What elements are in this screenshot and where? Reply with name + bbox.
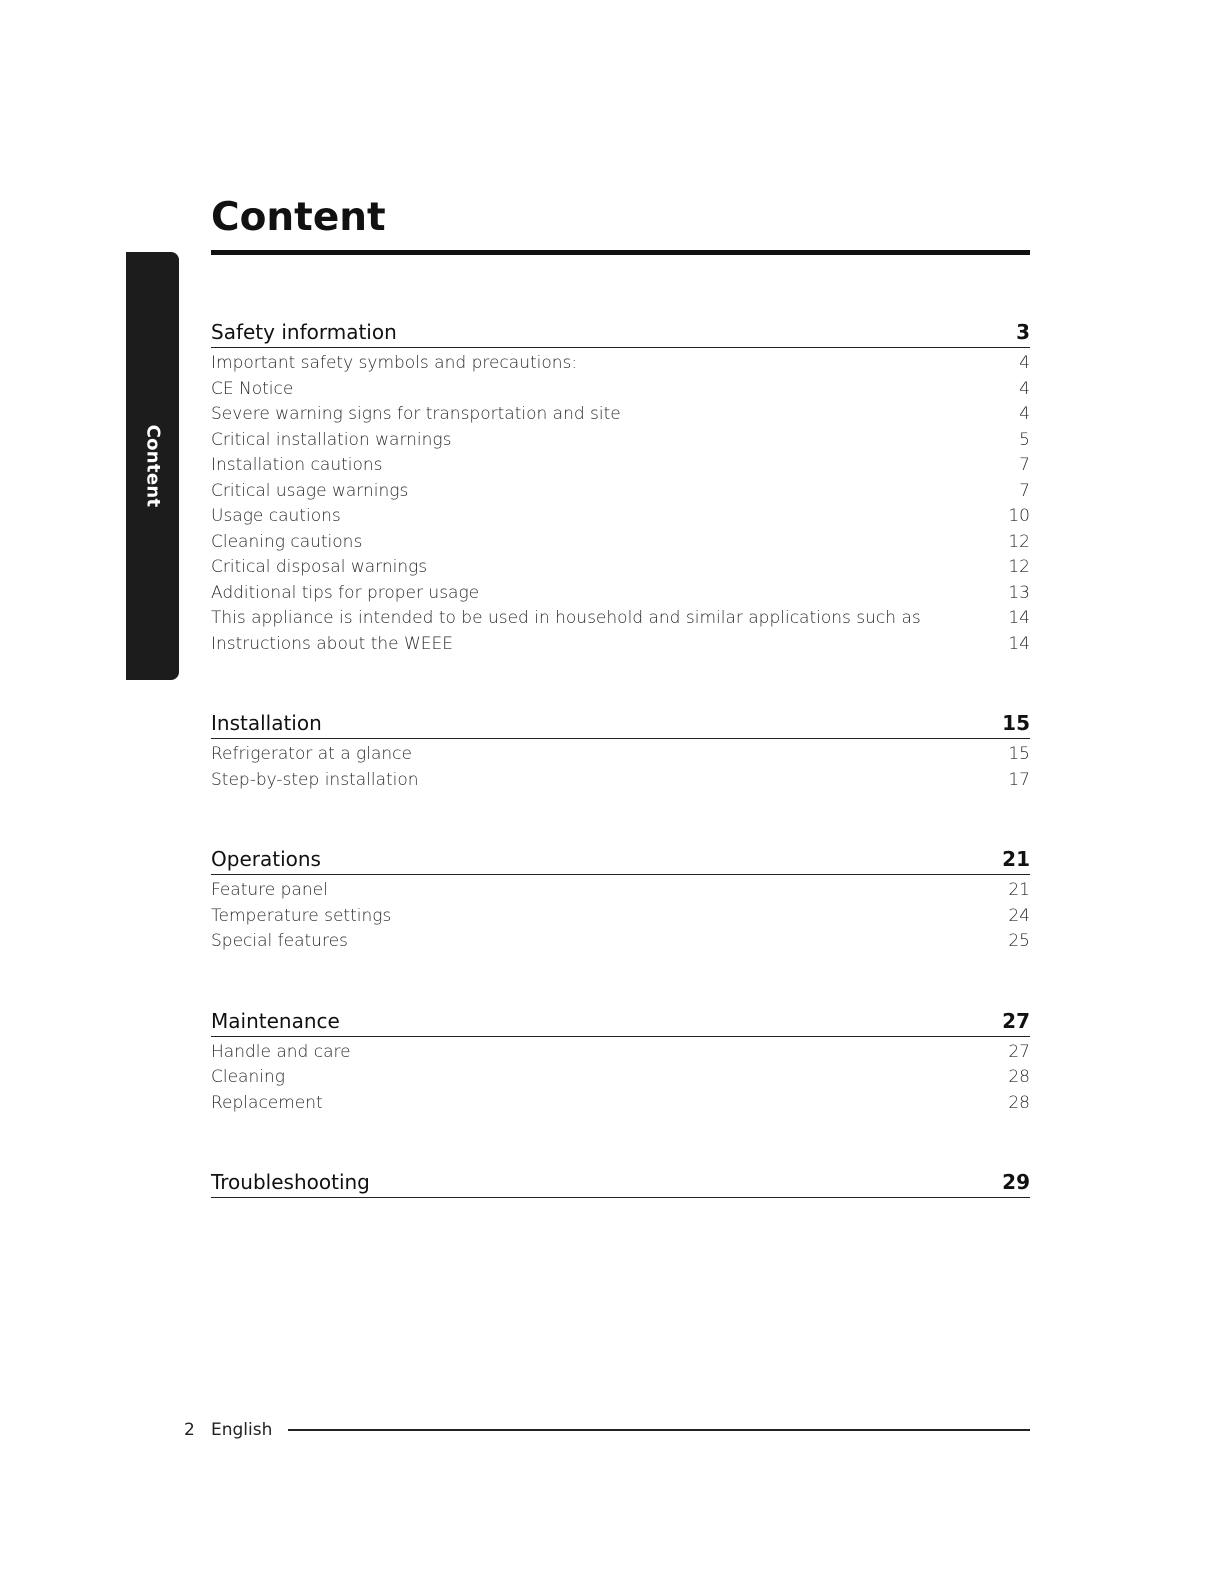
toc-entry[interactable] (211, 428, 1030, 454)
toc-entry[interactable] (211, 878, 1030, 904)
toc-entry-page: 7 (1019, 480, 1030, 501)
toc-entry-label: Temperature settings (211, 905, 392, 926)
toc-entry[interactable] (211, 929, 1030, 955)
toc-entry-page: 4 (1019, 404, 1030, 424)
toc-section-title: Installation (211, 711, 322, 735)
toc-section (211, 705, 1030, 793)
toc-entry-label: Installation cautions (211, 455, 383, 475)
toc-entry-label: CE Notice (211, 378, 294, 399)
toc-entry[interactable] (211, 1040, 1030, 1066)
toc-section (211, 841, 1030, 955)
table-of-contents (211, 314, 1030, 1246)
toc-entry-list (211, 739, 1030, 793)
toc-entry-label: Critical installation warnings (211, 429, 452, 450)
toc-entry-label: Instructions about the WEEE (211, 633, 454, 654)
toc-entry[interactable] (211, 581, 1030, 607)
toc-entry[interactable] (211, 351, 1030, 377)
toc-section-heading[interactable] (211, 705, 1030, 739)
toc-section-heading[interactable] (211, 314, 1030, 348)
toc-entry-list (211, 1037, 1030, 1117)
side-tab (126, 252, 179, 680)
toc-section-title: Maintenance (211, 1008, 340, 1033)
toc-entry-page: 4 (1019, 378, 1030, 399)
toc-entry-list (211, 875, 1030, 955)
toc-entry[interactable] (211, 504, 1030, 530)
toc-entry-label: This appliance is intended to be used in household and similar applications such as (211, 608, 921, 628)
toc-entry[interactable] (211, 1065, 1030, 1091)
toc-entry[interactable] (211, 1091, 1030, 1117)
toc-section-title: Safety information (211, 320, 397, 344)
toc-entry[interactable] (211, 768, 1030, 794)
toc-section (211, 1003, 1030, 1117)
toc-entry-page: 7 (1019, 455, 1030, 475)
toc-entry[interactable] (211, 904, 1030, 930)
toc-entry[interactable] (211, 402, 1030, 428)
toc-section (211, 314, 1030, 657)
toc-entry[interactable] (211, 377, 1030, 403)
toc-entry-page: 15 (1008, 744, 1030, 764)
toc-entry[interactable] (211, 555, 1030, 581)
toc-section-page: 29 (1002, 1170, 1030, 1194)
toc-section-page: 3 (1016, 320, 1030, 344)
toc-entry-label: Replacement (211, 1092, 323, 1113)
toc-entry[interactable] (211, 530, 1030, 556)
toc-entry-label: Usage cautions (211, 506, 341, 526)
toc-entry-page: 12 (1008, 531, 1030, 552)
toc-entry[interactable] (211, 742, 1030, 768)
toc-section (211, 1164, 1030, 1198)
toc-entry-page: 13 (1008, 582, 1030, 603)
page-footer (184, 1418, 1030, 1442)
toc-section-page: 27 (1002, 1008, 1030, 1033)
toc-entry-page: 25 (1008, 931, 1030, 951)
toc-entry-page: 4 (1019, 353, 1030, 373)
toc-entry-label: Cleaning cautions (211, 531, 363, 552)
toc-entry-page: 27 (1008, 1041, 1030, 1062)
toc-entry-page: 28 (1008, 1092, 1030, 1113)
toc-entry-label: Refrigerator at a glance (211, 744, 412, 764)
toc-entry-label: Special features (211, 931, 348, 951)
toc-entry-page: 24 (1008, 905, 1030, 926)
toc-section-heading[interactable] (211, 841, 1030, 875)
toc-entry-page: 14 (1008, 608, 1030, 628)
toc-entry-label: Critical disposal warnings (211, 557, 428, 577)
toc-entry-page: 5 (1019, 429, 1030, 450)
toc-entry-page: 17 (1008, 769, 1030, 790)
toc-entry-list (211, 348, 1030, 657)
toc-entry-page: 12 (1008, 557, 1030, 577)
footer-rule (288, 1429, 1030, 1431)
toc-section-title: Troubleshooting (211, 1170, 370, 1194)
toc-section-page: 15 (1002, 711, 1030, 735)
toc-entry-label: Important safety symbols and precautions: (211, 353, 578, 373)
footer-page-number: 2 (184, 1420, 195, 1440)
toc-entry[interactable] (211, 479, 1030, 505)
toc-entry-label: Critical usage warnings (211, 480, 409, 501)
side-tab-label: Content (142, 424, 163, 508)
toc-entry-label: Additional tips for proper usage (211, 582, 480, 603)
toc-section-heading[interactable] (211, 1164, 1030, 1198)
toc-entry[interactable] (211, 632, 1030, 658)
toc-section-heading[interactable] (211, 1003, 1030, 1037)
toc-entry-label: Handle and care (211, 1041, 351, 1062)
title-rule (211, 250, 1030, 255)
toc-entry-page: 14 (1008, 633, 1030, 654)
toc-entry[interactable] (211, 606, 1030, 632)
toc-entry-label: Step-by-step installation (211, 769, 419, 790)
toc-entry-page: 28 (1008, 1067, 1030, 1087)
page-title: Content (211, 195, 386, 240)
toc-entry-label: Severe warning signs for transportation and site (211, 404, 621, 424)
footer-language: English (211, 1420, 273, 1440)
toc-entry-label: Cleaning (211, 1067, 285, 1087)
toc-section-page: 21 (1002, 847, 1030, 871)
toc-section-title: Operations (211, 847, 321, 871)
toc-entry-label: Feature panel (211, 880, 328, 900)
toc-entry-page: 10 (1008, 506, 1030, 526)
toc-entry[interactable] (211, 453, 1030, 479)
toc-entry-page: 21 (1008, 880, 1030, 900)
